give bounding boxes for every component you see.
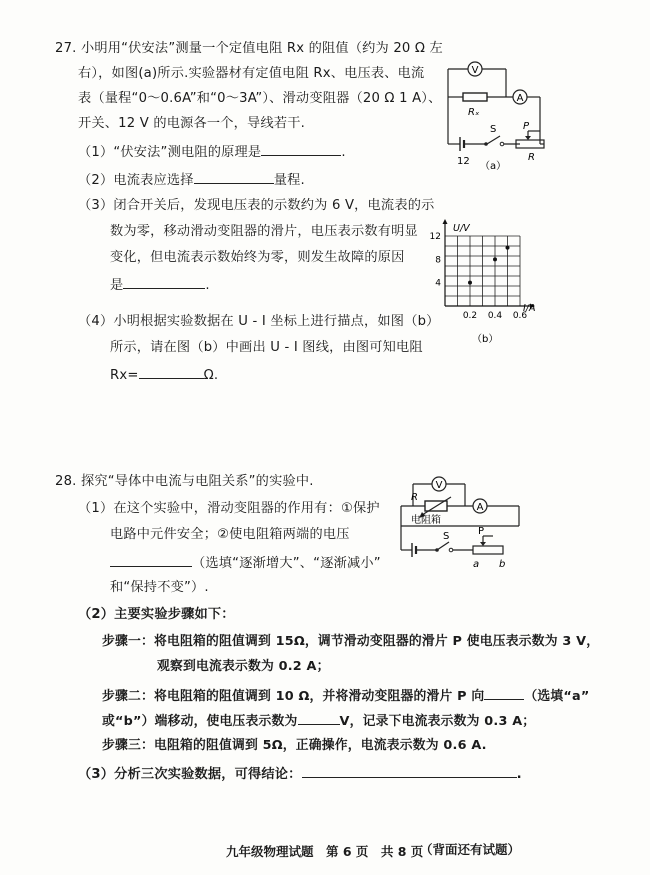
q27-rheostat-label: R [528,152,535,163]
q28-sub3-end: . [516,767,522,782]
q27-figure-a-caption: （a） [480,161,507,172]
q27-switch-label: S [490,124,497,135]
q27-sub1 [78,142,346,162]
q28-step2-line-2 [102,711,535,731]
q28-voltmeter-label: V [435,480,443,491]
y-tick-label: 8 [435,255,441,266]
q27-sub2-answer-blank[interactable] [194,170,274,184]
q27-line-1: 27. 小明用“伏安法”测量一个定值电阻 Rx 的阻值（约为 20 Ω 左 [55,41,443,56]
q27-slider-arrow-icon [525,136,531,140]
q28-step2-direction-blank[interactable] [484,686,524,700]
q28-sub2-title: （2）主要实验步骤如下： [78,607,235,622]
q28-switch-pivot-icon [435,548,439,552]
q27-sub2-end: 量程. [273,173,305,188]
q27-switch-contact-icon [500,142,504,146]
q27-switch-pivot-icon [484,142,488,146]
chart-caption: （b） [472,334,499,345]
q27-ammeter-label: A [516,93,524,104]
data-point [493,257,497,261]
q27-sub2 [78,170,305,190]
q27-line-3: 表（量程“0～0.6A”和“0～3A”）、滑动变阻器（20 Ω 1 A）、 [78,91,442,106]
q28-sub1-line-3 [110,553,381,573]
q27-voltmeter-label: V [471,65,479,76]
q27-sub3-line-3: 变化，但电流表示数始终为零，则发生故障的原因 [110,250,405,265]
data-point [506,246,510,250]
q28-step1-line-1: 步骤一：将电阻箱的阻值调到 15Ω，调节滑动变阻器的滑片 P 使电压表示数为 3 V， [102,634,600,649]
x-tick-label: 0.2 [462,311,478,321]
q28-end-b-label: b [499,559,506,570]
x-tick-label: 0.6 [512,311,528,321]
page-footer-title: 九年级物理试题 第 6 页 共 8 页 [226,844,424,859]
q28-sub1-line-1: （1）在这个实验中，滑动变阻器的作用有：①保护 [78,501,380,516]
q27-rx-label: Rₓ [468,107,480,118]
chart-x-axis-label: I/A [523,303,536,314]
q27-sub4-prefix: Rx= [110,368,139,383]
q27-line-2: 右），如图(a)所示.实验器材有定值电阻 Rx、电压表、电流 [78,66,425,81]
q27-sub3-answer-blank[interactable] [123,275,205,289]
q28-step1-line-2: 观察到电流表示数为 0.2 A； [157,659,330,674]
q28-title: 28. 探究“导体中电流与电阻关系”的实验中. [55,474,314,489]
page-footer-note: （背面还有试题） [420,842,521,857]
q27-sub1-text: （1）“伏安法”测电阻的原理是 [78,145,262,160]
q28-circuit-figure [395,472,530,574]
q28-sub3-answer-blank[interactable] [302,764,517,778]
q27-sub4-line-3 [110,365,218,385]
q27-sub2-text: （2）电流表应选择 [78,173,194,188]
q28-slider-label: P [478,526,485,537]
q28-ammeter-label: A [476,502,484,513]
y-tick-label: 4 [435,278,441,289]
y-axis-arrow-icon [443,219,448,224]
q27-sub3-line-2: 数为零，移动滑动变阻器的滑片，电压表示数有明显 [110,224,418,239]
q27-sub1-end: . [341,145,346,160]
q27-sub3-line-4 [110,275,210,295]
q28-sub3-text: （3）分析三次实验数据，可得结论： [78,767,302,782]
q27-ui-chart [425,218,550,348]
q27-sub4-unit: Ω. [203,368,219,383]
x-tick-label: 0.4 [487,311,503,321]
q27-battery-voltage: 12 [457,156,470,167]
chart-ticks [430,232,528,321]
data-point [468,281,472,285]
q28-sub3 [78,764,522,784]
y-tick-label: 12 [429,232,441,242]
q28-switch-label: S [443,531,450,542]
q28-step2-line-1 [102,686,589,706]
q28-switch-contact-icon [449,548,453,552]
q27-sub3-line-1: （3）闭合开关后，发现电压表的示数约为 6 V，电流表的示 [78,198,435,213]
q27-sub4-answer-blank[interactable] [139,365,204,379]
q28-step3: 步骤三：电阻箱的阻值调到 5Ω，正确操作，电流表示数为 0.6 A. [102,738,487,753]
q28-box-label: 电阻箱 [411,515,441,526]
q28-step2-hint: （选填“a” [524,689,590,704]
q28-step2-text-3: V，记录下电流表示数为 0.3 A； [339,714,536,729]
chart-points [468,246,510,285]
chart-y-axis-label: U/V [453,223,470,234]
q28-sub1-answer-blank[interactable] [110,553,192,567]
q28-step2-text-2: 或“b”）端移动，使电压表示数为 [102,714,298,729]
q28-sub1-hint: （选填“逐渐增大”、“逐渐减小” [192,556,381,571]
q27-sub3-prefix: 是 [110,278,124,293]
q27-sub3-end: . [205,278,210,293]
q28-sub1-line-4: 和“保持不变”）. [110,580,209,595]
q27-sub4-line-2: 所示，请在图（b）中画出 U - I 图线，由图可知电阻 [110,340,423,355]
q27-sub1-answer-blank[interactable] [261,142,341,156]
q27-sub4-line-1: （4）小明根据实验数据在 U - I 坐标上进行描点，如图（b） [78,314,440,329]
q28-sub1-line-2: 电路中元件安全；②使电阻箱两端的电压 [110,527,350,542]
q28-end-a-label: a [473,559,480,570]
q27-line-4: 开关、12 V 的电源各一个，导线若干. [78,116,306,131]
q28-r-label: R [411,492,418,503]
q28-step2-voltage-blank[interactable] [298,711,340,725]
q27-circuit-figure-a [430,52,570,174]
q28-step2-text: 步骤二：将电阻箱的阻值调到 10 Ω，并将滑动变阻器的滑片 P 向 [102,689,485,704]
q27-slider-label: P [523,121,530,132]
